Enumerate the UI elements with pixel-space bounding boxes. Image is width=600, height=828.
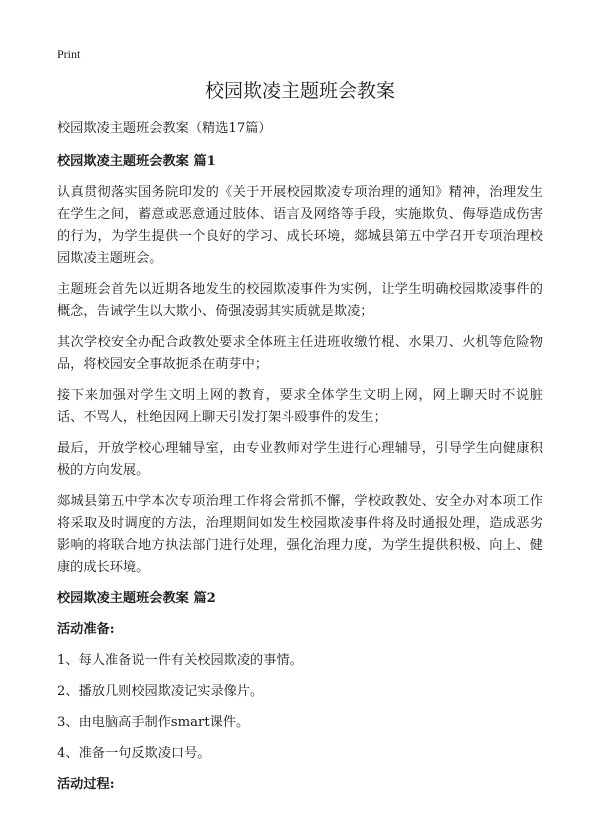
document-subtitle: 校园欺凌主题班会教案（精选17篇） — [57, 121, 272, 136]
paragraph: 其次学校安全办配合政教处要求全体班主任进班收缴竹棍、水果刀、火机等危险物品，将校园安全事故扼杀在萌芽中； — [57, 335, 543, 372]
print-label: Print — [57, 47, 81, 61]
section-2-heading: 校园欺凌主题班会教案 篇2 — [57, 591, 216, 606]
process-heading: 活动过程: — [57, 777, 115, 792]
list-item: 3、由电脑高手制作smart课件。 — [57, 715, 250, 730]
prep-heading: 活动准备: — [57, 622, 115, 637]
page-title: 校园欺凌主题班会教案 — [204, 80, 395, 102]
list-item: 4、准备一句反欺凌口号。 — [57, 746, 211, 761]
document-body — [57, 118, 543, 805]
paragraph: 郯城县第五中学本次专项治理工作将会常抓不懈，学校政教处、安全办对本项工作将采取及时调度的方法，治理期间如发生校园欺凌事件将及时通报处理，造成恶劣影响的将联合地方执法部门进行处理，强化治理力度，为学生提供积极、向上、健康的成长环境。 — [57, 494, 543, 575]
paragraph: 主题班会首先以近期各地发生的校园欺凌事件为实例，让学生明确校园欺凌事件的概念，告诫学生以大欺小、倚强凌弱其实质就是欺凌； — [57, 282, 543, 319]
paragraph: 接下来加强对学生文明上网的教育，要求全体学生文明上网，网上聊天时不说脏话、不骂人，杜绝因网上聊天引发打架斗殴事件的发生； — [57, 388, 543, 425]
section-1-heading: 校园欺凌主题班会教案 篇1 — [57, 154, 216, 169]
list-item: 2、播放几则校园欺凌记实录像片。 — [57, 684, 264, 699]
paragraph: 最后，开放学校心理辅导室，由专业教师对学生进行心理辅导，引导学生向健康积极的方向发展。 — [57, 441, 543, 478]
paragraph: 认真贯彻落实国务院印发的《关于开展校园欺凌专项治理的通知》精神，治理发生在学生之间，蓄意或恶意通过肢体、语言及网络等手段，实施欺负、侮辱造成伤害的行为，为学生提供一个良好的学习、成长环境，郯城县第五中学召开专项治理校园欺凌主题班会。 — [57, 185, 543, 266]
list-item: 1、每人准备说一件有关校园欺凌的事情。 — [57, 653, 303, 668]
